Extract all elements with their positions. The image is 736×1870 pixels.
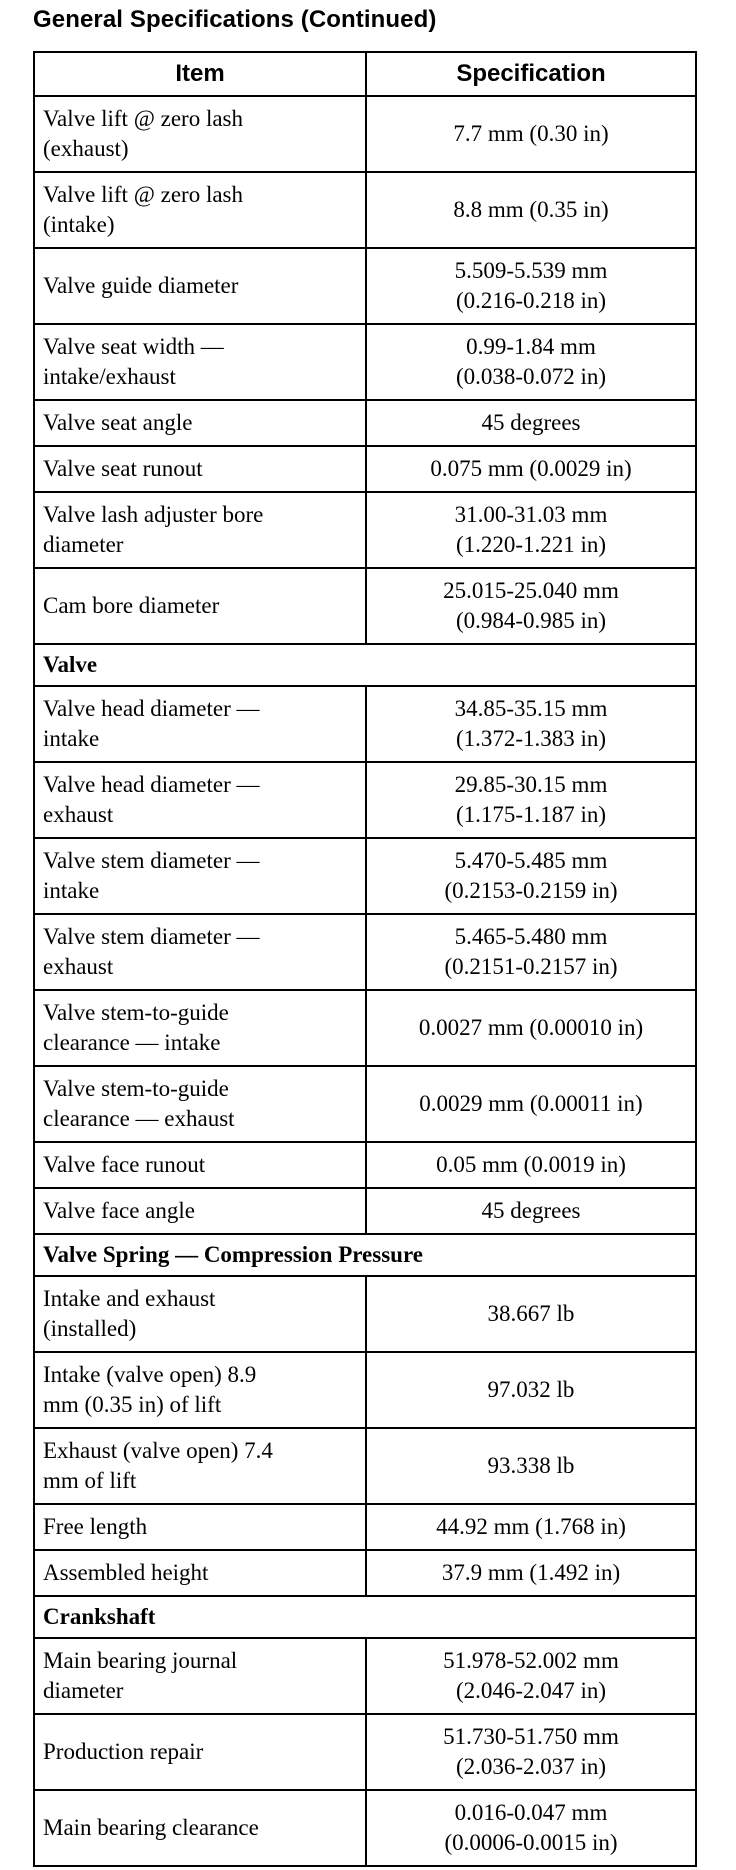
item-text: intake [43,878,100,903]
specification-cell [366,1790,696,1866]
specification-text: 31.00-31.03 mm [454,502,608,527]
specification-cell [366,1142,696,1188]
specification-text: 0.99-1.84 mm [466,334,596,359]
specification-cell [366,248,696,324]
specification-text: 37.9 mm (1.492 in) [441,1560,621,1585]
specification-text: (0.984-0.985 in) [455,608,607,633]
section-heading: Valve Spring — Compression Pressure [34,1234,696,1276]
table-row [34,1550,696,1596]
specification-cell [366,990,696,1066]
specification-cell [366,324,696,400]
specification-text: (1.175-1.187 in) [455,802,607,827]
item-text: (installed) [43,1316,137,1341]
item-text: Valve stem-to-guide [43,1076,229,1101]
item-text: clearance — exhaust [43,1106,235,1131]
item-cell [34,1066,366,1142]
specification-cell [366,1066,696,1142]
specification-cell [366,1714,696,1790]
specification-text: 38.667 lb [487,1301,575,1326]
item-text: Valve head diameter — [43,696,260,721]
specification-text: (2.046-2.047 in) [455,1678,607,1703]
table-row [34,1638,696,1714]
specification-cell [366,1276,696,1352]
specification-text: 5.465-5.480 mm [454,924,608,949]
item-text: Assembled height [43,1560,209,1585]
table-row [34,568,696,644]
specification-text: (1.372-1.383 in) [455,726,607,751]
item-text: Valve stem diameter — [43,848,260,873]
item-cell [34,248,366,324]
specification-cell [366,1504,696,1550]
item-text: Valve seat width — [43,334,224,359]
section-row [34,1234,696,1276]
item-text: exhaust [43,954,114,979]
item-cell [34,1504,366,1550]
specification-text: 8.8 mm (0.35 in) [453,197,609,222]
specification-cell [366,492,696,568]
specification-text: (0.2151-0.2157 in) [444,954,618,979]
item-text: Valve head diameter — [43,772,260,797]
specification-cell [366,1428,696,1504]
item-cell [34,400,366,446]
item-cell [34,324,366,400]
specification-text: 34.85-35.15 mm [454,696,608,721]
item-text: Intake and exhaust [43,1286,216,1311]
specification-text: 97.032 lb [487,1377,575,1402]
item-cell [34,838,366,914]
item-text: mm (0.35 in) of lift [43,1392,222,1417]
item-cell [34,686,366,762]
table-row [34,914,696,990]
item-text: Exhaust (valve open) 7.4 [43,1438,273,1463]
specification-text: 0.0029 mm (0.00011 in) [419,1091,643,1116]
specification-text: 0.0027 mm (0.00010 in) [418,1015,644,1040]
item-text: Valve stem diameter — [43,924,260,949]
item-cell [34,990,366,1066]
specification-text: 51.978-52.002 mm [443,1648,619,1673]
item-text: Valve lift @ zero lash [43,182,244,207]
specification-cell [366,96,696,172]
item-cell [34,762,366,838]
specification-cell [366,1352,696,1428]
table-row [34,1066,696,1142]
specification-cell [366,400,696,446]
specification-cell [366,838,696,914]
item-cell [34,1550,366,1596]
item-text: Cam bore diameter [43,593,220,618]
item-cell [34,1352,366,1428]
item-text: intake [43,726,100,751]
header-specification: Specification [366,52,696,96]
specification-text: (0.2153-0.2159 in) [444,878,618,903]
item-text: (intake) [43,212,115,237]
item-cell [34,172,366,248]
item-text: clearance — intake [43,1030,221,1055]
table-body [34,96,696,1866]
specification-text: 0.075 mm (0.0029 in) [430,456,632,481]
specification-text: 93.338 lb [487,1453,575,1478]
specifications-table [33,51,697,1867]
table-row [34,1188,696,1234]
table-row [34,686,696,762]
table-row [34,1714,696,1790]
item-cell [34,446,366,492]
specification-text: 45 degrees [481,1198,581,1223]
item-text: Main bearing clearance [43,1815,259,1840]
specification-text: 5.509-5.539 mm [454,258,608,283]
item-cell [34,1188,366,1234]
specification-text: 0.05 mm (0.0019 in) [436,1152,626,1177]
item-text: Valve seat angle [43,410,193,435]
section-heading: Valve [34,644,696,686]
item-text: Free length [43,1514,148,1539]
item-cell [34,1428,366,1504]
specification-text: (1.220-1.221 in) [455,532,607,557]
specification-text: 44.92 mm (1.768 in) [436,1514,626,1539]
item-cell [34,1276,366,1352]
item-text: diameter [43,1678,124,1703]
item-cell [34,1638,366,1714]
specification-text: (0.216-0.218 in) [455,288,607,313]
specification-text: 51.730-51.750 mm [443,1724,619,1749]
specification-cell [366,762,696,838]
specification-cell [366,172,696,248]
specification-text: 45 degrees [481,410,581,435]
section-heading: Crankshaft [34,1596,696,1638]
item-text: Valve stem-to-guide [43,1000,229,1025]
table-row [34,990,696,1066]
table-row [34,1352,696,1428]
item-text: Valve guide diameter [43,273,239,298]
specification-text: (2.036-2.037 in) [455,1754,607,1779]
table-row [34,400,696,446]
item-text: exhaust [43,802,114,827]
item-cell [34,1790,366,1866]
specification-cell [366,686,696,762]
item-text: Valve lift @ zero lash [43,106,244,131]
item-cell [34,914,366,990]
specification-text: 29.85-30.15 mm [454,772,608,797]
table-row [34,1142,696,1188]
item-text: Production repair [43,1739,204,1764]
header-item: Item [34,52,366,96]
section-row [34,644,696,686]
specification-text: (0.0006-0.0015 in) [444,1830,618,1855]
specification-text: 25.015-25.040 mm [443,578,619,603]
specification-text: 5.470-5.485 mm [454,848,608,873]
table-row [34,1276,696,1352]
table-row [34,248,696,324]
table-row [34,838,696,914]
item-cell [34,1714,366,1790]
specification-text: (0.038-0.072 in) [455,364,607,389]
page-title: General Specifications (Continued) [33,6,437,33]
section-row [34,1596,696,1638]
item-text: Valve face angle [43,1198,195,1223]
item-text: intake/exhaust [43,364,176,389]
item-text: Intake (valve open) 8.9 [43,1362,257,1387]
specification-cell [366,1638,696,1714]
item-text: (exhaust) [43,136,129,161]
table-header-row [34,52,696,96]
specification-cell [366,446,696,492]
item-text: Valve lash adjuster bore [43,502,264,527]
table-row [34,492,696,568]
item-text: Valve seat runout [43,456,203,481]
item-text: Valve face runout [43,1152,206,1177]
specification-text: 0.016-0.047 mm [454,1800,608,1825]
item-text: diameter [43,532,124,557]
item-cell [34,492,366,568]
specification-cell [366,568,696,644]
specification-cell [366,914,696,990]
item-cell [34,568,366,644]
table-row [34,96,696,172]
item-text: Main bearing journal [43,1648,238,1673]
specification-cell [366,1550,696,1596]
table-row [34,762,696,838]
specification-cell [366,1188,696,1234]
table-row [34,446,696,492]
item-cell [34,96,366,172]
table-row [34,172,696,248]
table-row [34,1504,696,1550]
specification-text: 7.7 mm (0.30 in) [453,121,609,146]
table-row [34,1790,696,1866]
table-row [34,324,696,400]
table-row [34,1428,696,1504]
item-text: mm of lift [43,1468,137,1493]
item-cell [34,1142,366,1188]
